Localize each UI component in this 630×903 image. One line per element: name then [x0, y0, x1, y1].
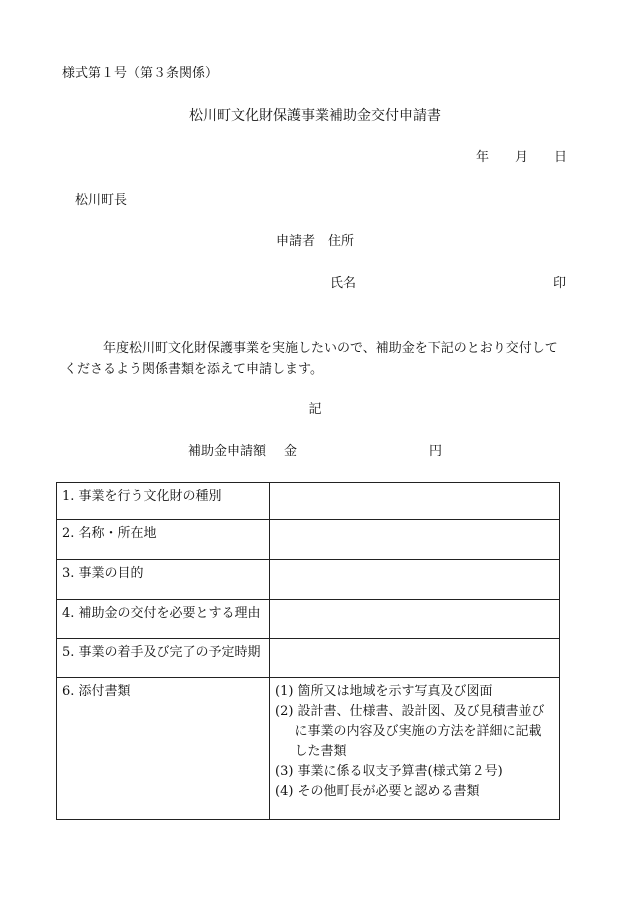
amount-yen: 円 — [429, 444, 443, 459]
form-number: 様式第１号（第３条関係） — [62, 66, 219, 81]
date-year: 年 — [476, 150, 490, 165]
row-label: 5. 事業の着手及び完了の予定時期 — [57, 639, 270, 678]
row-value[interactable] — [270, 600, 560, 639]
row-value[interactable] — [270, 560, 560, 600]
row-value[interactable] — [270, 639, 560, 678]
amount-label: 補助金申請額 — [188, 444, 267, 459]
row-label: 1. 事業を行う文化財の種別 — [57, 483, 270, 520]
row-label: 2. 名称・所在地 — [57, 520, 270, 560]
name-label: 氏名 — [330, 276, 357, 291]
attachment-item: (2) 設計書、仕様書、設計図、及び見積書並びに事業の内容及び実施の方法を詳細に記載した書類 — [275, 704, 545, 759]
table-row — [57, 483, 560, 520]
row-label: 6. 添付書類 — [57, 678, 270, 820]
attachment-item: (4) その他町長が必要と認める書類 — [275, 784, 480, 799]
applicant-label: 申請者 — [276, 234, 316, 249]
table-row — [57, 678, 560, 820]
row-value[interactable] — [270, 520, 560, 560]
attachment-item: (1) 箇所又は地域を示す写真及び図面 — [275, 684, 493, 699]
table-row — [57, 600, 560, 639]
application-statement: 年度松川町文化財保護事業を実施したいので、補助金を下記のとおり交付してくださるよう関係書類を添えて申請します。 — [64, 341, 558, 377]
date-day: 日 — [554, 150, 568, 165]
attachment-item: (3) 事業に係る収支予算書(様式第２号) — [275, 764, 503, 779]
amount-kin: 金 — [284, 444, 298, 459]
row-label: 3. 事業の目的 — [57, 560, 270, 600]
table-row — [57, 639, 560, 678]
address-label: 住所 — [328, 234, 355, 249]
document-title: 松川町文化財保護事業補助金交付申請書 — [189, 108, 441, 124]
attachment-list — [270, 678, 560, 820]
row-value[interactable] — [270, 483, 560, 520]
seal-mark: 印 — [553, 276, 567, 291]
table-row — [57, 520, 560, 560]
row-label: 4. 補助金の交付を必要とする理由 — [57, 600, 270, 639]
date-month: 月 — [515, 150, 529, 165]
table-row — [57, 560, 560, 600]
addressee: 松川町長 — [75, 193, 128, 208]
ki-heading: 記 — [308, 402, 322, 417]
application-table — [56, 482, 560, 820]
